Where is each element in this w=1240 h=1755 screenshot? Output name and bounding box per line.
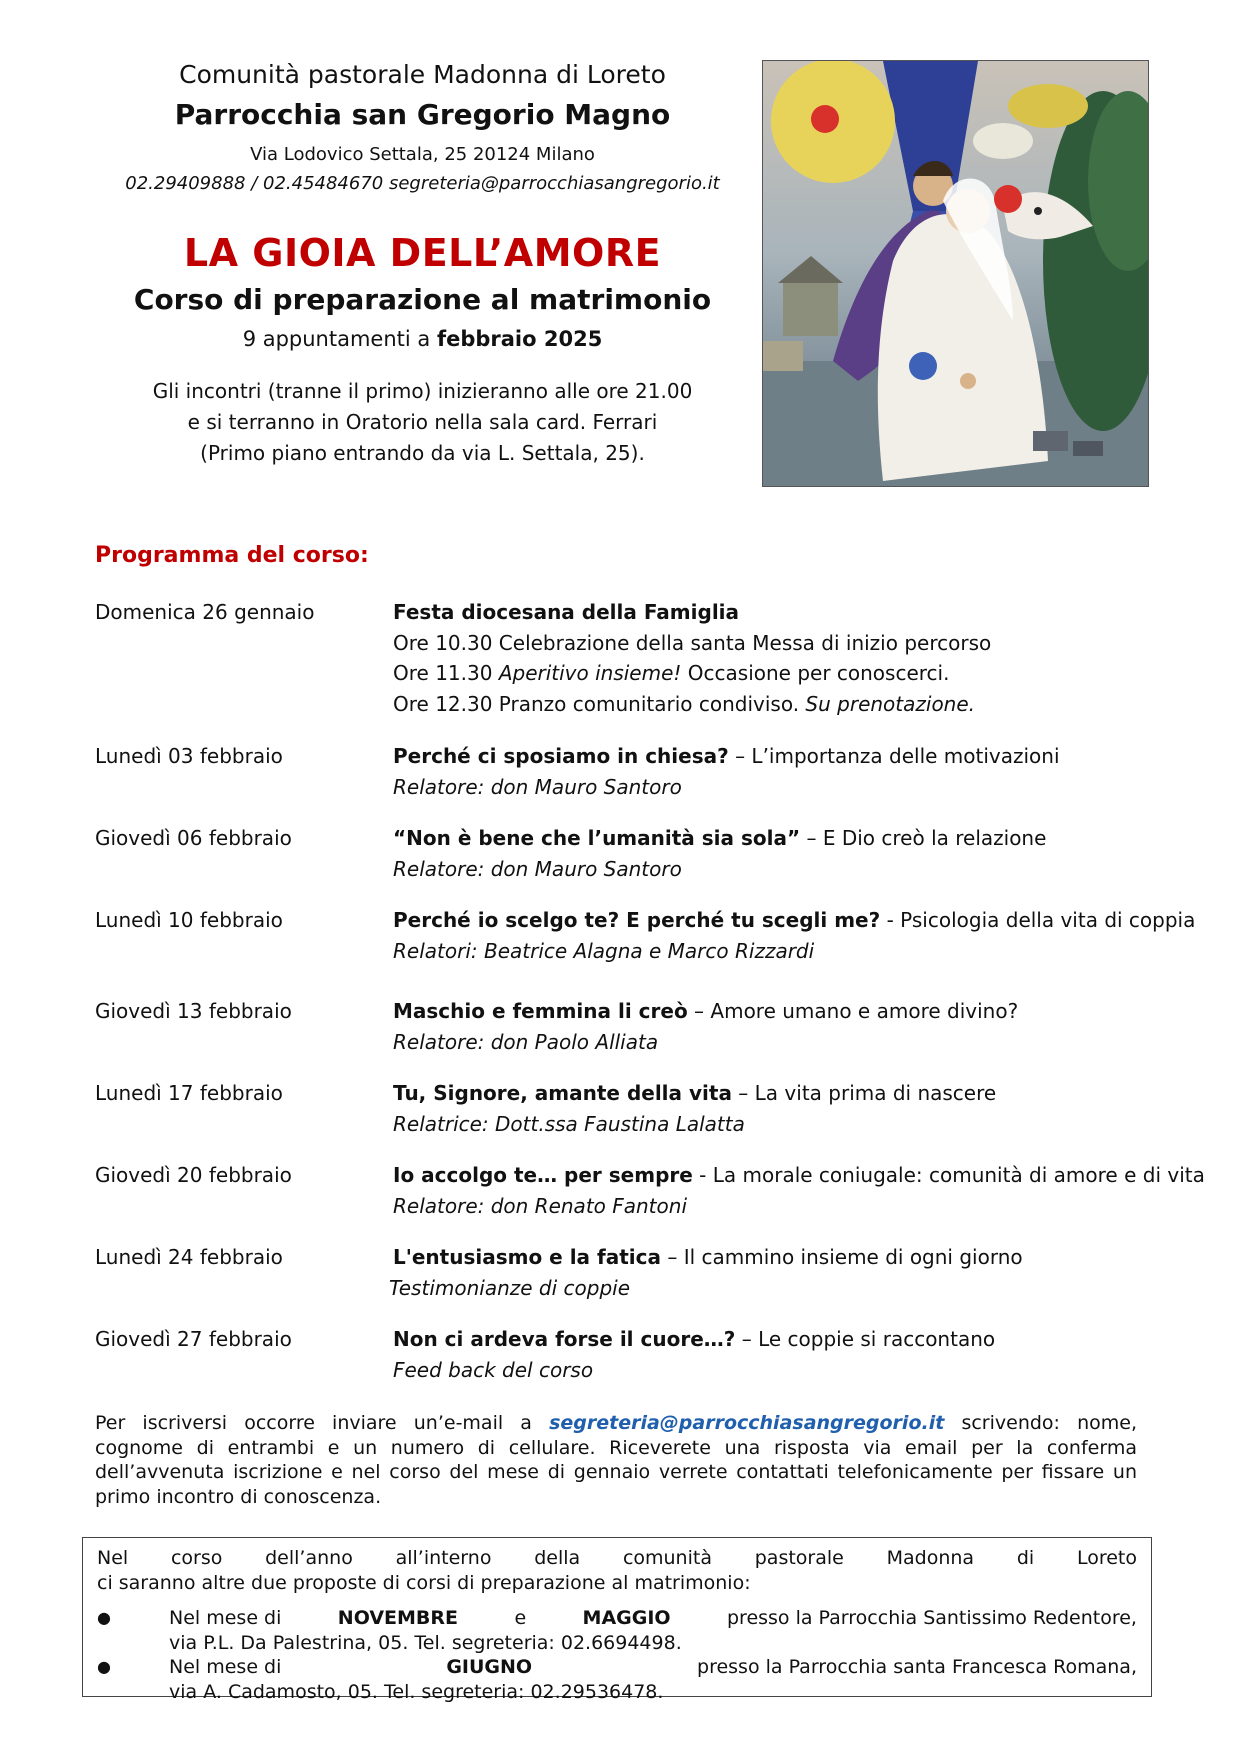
program-date: Giovedì 27 febbraio bbox=[95, 1327, 292, 1351]
program-date: Giovedì 20 febbraio bbox=[95, 1163, 292, 1187]
signup-text: Per iscriversi occorre inviare un’e-mail a bbox=[95, 1412, 550, 1434]
course-line-part: Nel mese di bbox=[169, 1607, 282, 1629]
program-line: Ore 10.30 Celebrazione della santa Messa di inizio percorso bbox=[393, 630, 992, 655]
course-line-part: presso la Parrocchia Santissimo Redentore, bbox=[726, 1607, 1137, 1629]
course-line bbox=[169, 1606, 1137, 1631]
program-line bbox=[393, 1078, 1193, 1109]
meeting-info bbox=[95, 376, 750, 469]
meeting-info-line: Gli incontri (tranne il primo) inizieranno alle ore 21.00 bbox=[152, 379, 693, 403]
program-content bbox=[393, 597, 1193, 719]
program-content bbox=[393, 823, 1193, 884]
program-title: Perché ci sposiamo in chiesa? bbox=[393, 744, 729, 768]
program-line bbox=[393, 905, 1196, 936]
program-title: “Non è bene che l’umanità sia sola” bbox=[393, 826, 801, 850]
program-line bbox=[393, 1160, 1205, 1191]
program-subject: - La morale coniugale: comunità di amore e di vita bbox=[692, 1163, 1205, 1187]
program-content bbox=[393, 1078, 1193, 1139]
course-line-part: Nel mese di bbox=[169, 1656, 282, 1678]
program-line bbox=[393, 741, 1193, 772]
program-subject: – E Dio creò la relazione bbox=[800, 826, 1047, 850]
header bbox=[95, 58, 750, 469]
program-title: Non ci ardeva forse il cuore…? bbox=[393, 1327, 736, 1351]
page-subtitle: Corso di preparazione al matrimonio bbox=[133, 283, 712, 316]
intro-word: comunità bbox=[622, 1547, 712, 1569]
program-subject: – La vita prima di nascere bbox=[731, 1081, 997, 1105]
parish-address: Via Lodovico Settala, 25 20124 Milano bbox=[250, 144, 595, 165]
meeting-info-line: (Primo piano entrando da via L. Settala, 25). bbox=[200, 441, 645, 465]
program-speaker: Relatore: don Paolo Alliata bbox=[393, 1029, 659, 1054]
page-title: LA GIOIA DELL’AMORE bbox=[183, 231, 662, 275]
program-speaker: Relatore: don Mauro Santoro bbox=[393, 856, 682, 881]
program-title: L'entusiasmo e la fatica bbox=[393, 1245, 661, 1269]
dates-month: febbraio 2025 bbox=[436, 327, 603, 351]
bullet-icon: ● bbox=[97, 1608, 111, 1627]
program-subject: – Amore umano e amore divino? bbox=[687, 999, 1019, 1023]
course-line bbox=[169, 1655, 1137, 1680]
program-speaker: Relatrice: Dott.ssa Faustina Lalatta bbox=[393, 1111, 745, 1136]
program-subject: - Psicologia della vita di coppia bbox=[880, 908, 1196, 932]
program-date: Lunedì 03 febbraio bbox=[95, 744, 283, 768]
program-line bbox=[393, 1242, 1193, 1273]
program-title: Festa diocesana della Famiglia bbox=[393, 600, 740, 624]
chagall-painting-image bbox=[762, 60, 1149, 487]
program-title: Perché io scelgo te? E perché tu scegli me? bbox=[393, 908, 881, 932]
program-line-part: Occasione per conoscerci. bbox=[681, 661, 950, 685]
community-name: Comunità pastorale Madonna di Loreto bbox=[179, 60, 666, 89]
intro-word: Loreto bbox=[1076, 1547, 1137, 1569]
other-course-text bbox=[169, 1655, 1137, 1704]
intro-word: dell’anno bbox=[265, 1547, 353, 1569]
program-line bbox=[393, 689, 1193, 720]
course-month: GIUGNO bbox=[446, 1656, 533, 1678]
program-date: Giovedì 13 febbraio bbox=[95, 999, 292, 1023]
parish-contacts: 02.29409888 / 02.45484670 segreteria@parrocchiasangregorio.it bbox=[125, 173, 720, 194]
program-subject: – Le coppie si raccontano bbox=[735, 1327, 996, 1351]
signup-paragraph bbox=[95, 1411, 1137, 1509]
intro-word: Nel bbox=[97, 1547, 129, 1569]
other-course-text bbox=[169, 1606, 1137, 1655]
other-courses-intro bbox=[97, 1546, 1137, 1595]
program-line bbox=[393, 823, 1193, 854]
program-content bbox=[393, 1160, 1205, 1221]
bullet-icon: ● bbox=[97, 1657, 111, 1676]
program-speaker: Feed back del corso bbox=[393, 1357, 594, 1382]
program-subject: – Il cammino insieme di ogni giorno bbox=[660, 1245, 1023, 1269]
other-courses-box bbox=[82, 1537, 1152, 1703]
intro-word: di bbox=[1016, 1547, 1035, 1569]
program-heading: Programma del corso: bbox=[95, 543, 369, 568]
program-content bbox=[393, 1324, 1193, 1385]
intro-word: all’interno bbox=[395, 1547, 492, 1569]
intro-line bbox=[97, 1546, 1137, 1571]
parish-name: Parrocchia san Gregorio Magno bbox=[174, 98, 671, 131]
program-date: Domenica 26 gennaio bbox=[95, 600, 315, 624]
course-dates bbox=[95, 320, 750, 358]
intro-word: della bbox=[534, 1547, 581, 1569]
intro-word: pastorale bbox=[754, 1547, 844, 1569]
meeting-info-line: e si terranno in Oratorio nella sala card. Ferrari bbox=[187, 410, 658, 434]
course-month: MAGGIO bbox=[582, 1607, 671, 1629]
program-title: Tu, Signore, amante della vita bbox=[393, 1081, 732, 1105]
course-line-part: e bbox=[514, 1607, 527, 1629]
intro-line: ci saranno altre due proposte di corsi di preparazione al matrimonio: bbox=[97, 1571, 751, 1594]
program-line-italic: Su prenotazione. bbox=[805, 691, 976, 716]
program-date: Lunedì 24 febbraio bbox=[95, 1245, 283, 1269]
dates-prefix: 9 appuntamenti a bbox=[242, 327, 437, 351]
intro-word: Madonna bbox=[886, 1547, 975, 1569]
program-speaker: Relatore: don Mauro Santoro bbox=[393, 774, 682, 799]
program-line bbox=[393, 658, 1193, 689]
program-title: Maschio e femmina li creò bbox=[393, 999, 688, 1023]
program-speaker: Testimonianze di coppie bbox=[389, 1275, 631, 1300]
program-content bbox=[393, 996, 1193, 1057]
intro-word: corso bbox=[170, 1547, 223, 1569]
program-subject: – L’importanza delle motivazioni bbox=[728, 744, 1060, 768]
program-line-part: Ore 12.30 Pranzo comunitario condiviso. bbox=[393, 691, 806, 716]
signup-text: scrivendo: nome, cognome di entrambi e un numero di cellulare. Riceverete una risposta via email per la conferma dell’avvenuta iscrizione e nel corso del mese di gennaio verrete contattati telefonicamente per fissare un primo incontro di conoscenza. bbox=[95, 1412, 1137, 1508]
program-date: Lunedì 17 febbraio bbox=[95, 1081, 283, 1105]
program-content bbox=[393, 741, 1193, 802]
course-month: NOVEMBRE bbox=[337, 1607, 459, 1629]
program-speaker: Relatore: don Renato Fantoni bbox=[393, 1193, 687, 1218]
program-date: Lunedì 10 febbraio bbox=[95, 908, 283, 932]
program-line-italic: Aperitivo insieme! bbox=[498, 661, 682, 685]
course-line: via P.L. Da Palestrina, 05. Tel. segreteria: 02.6694498. bbox=[169, 1631, 682, 1654]
course-line-part: presso la Parrocchia santa Francesca Romana, bbox=[697, 1656, 1137, 1678]
program-line-part: Ore 11.30 bbox=[393, 661, 499, 685]
course-line: via A. Cadamosto, 05. Tel. segreteria: 02.29536478. bbox=[169, 1680, 664, 1703]
signup-email-link[interactable]: segreteria@parrocchiasangregorio.it bbox=[549, 1412, 945, 1434]
program-speaker: Relatori: Beatrice Alagna e Marco Rizzardi bbox=[393, 938, 815, 963]
program-content bbox=[389, 1242, 1193, 1303]
program-date: Giovedì 06 febbraio bbox=[95, 826, 292, 850]
program-content bbox=[393, 905, 1196, 966]
program-title: Io accolgo te… per sempre bbox=[393, 1163, 693, 1187]
program-line bbox=[393, 996, 1193, 1027]
program-line bbox=[393, 1324, 1193, 1355]
